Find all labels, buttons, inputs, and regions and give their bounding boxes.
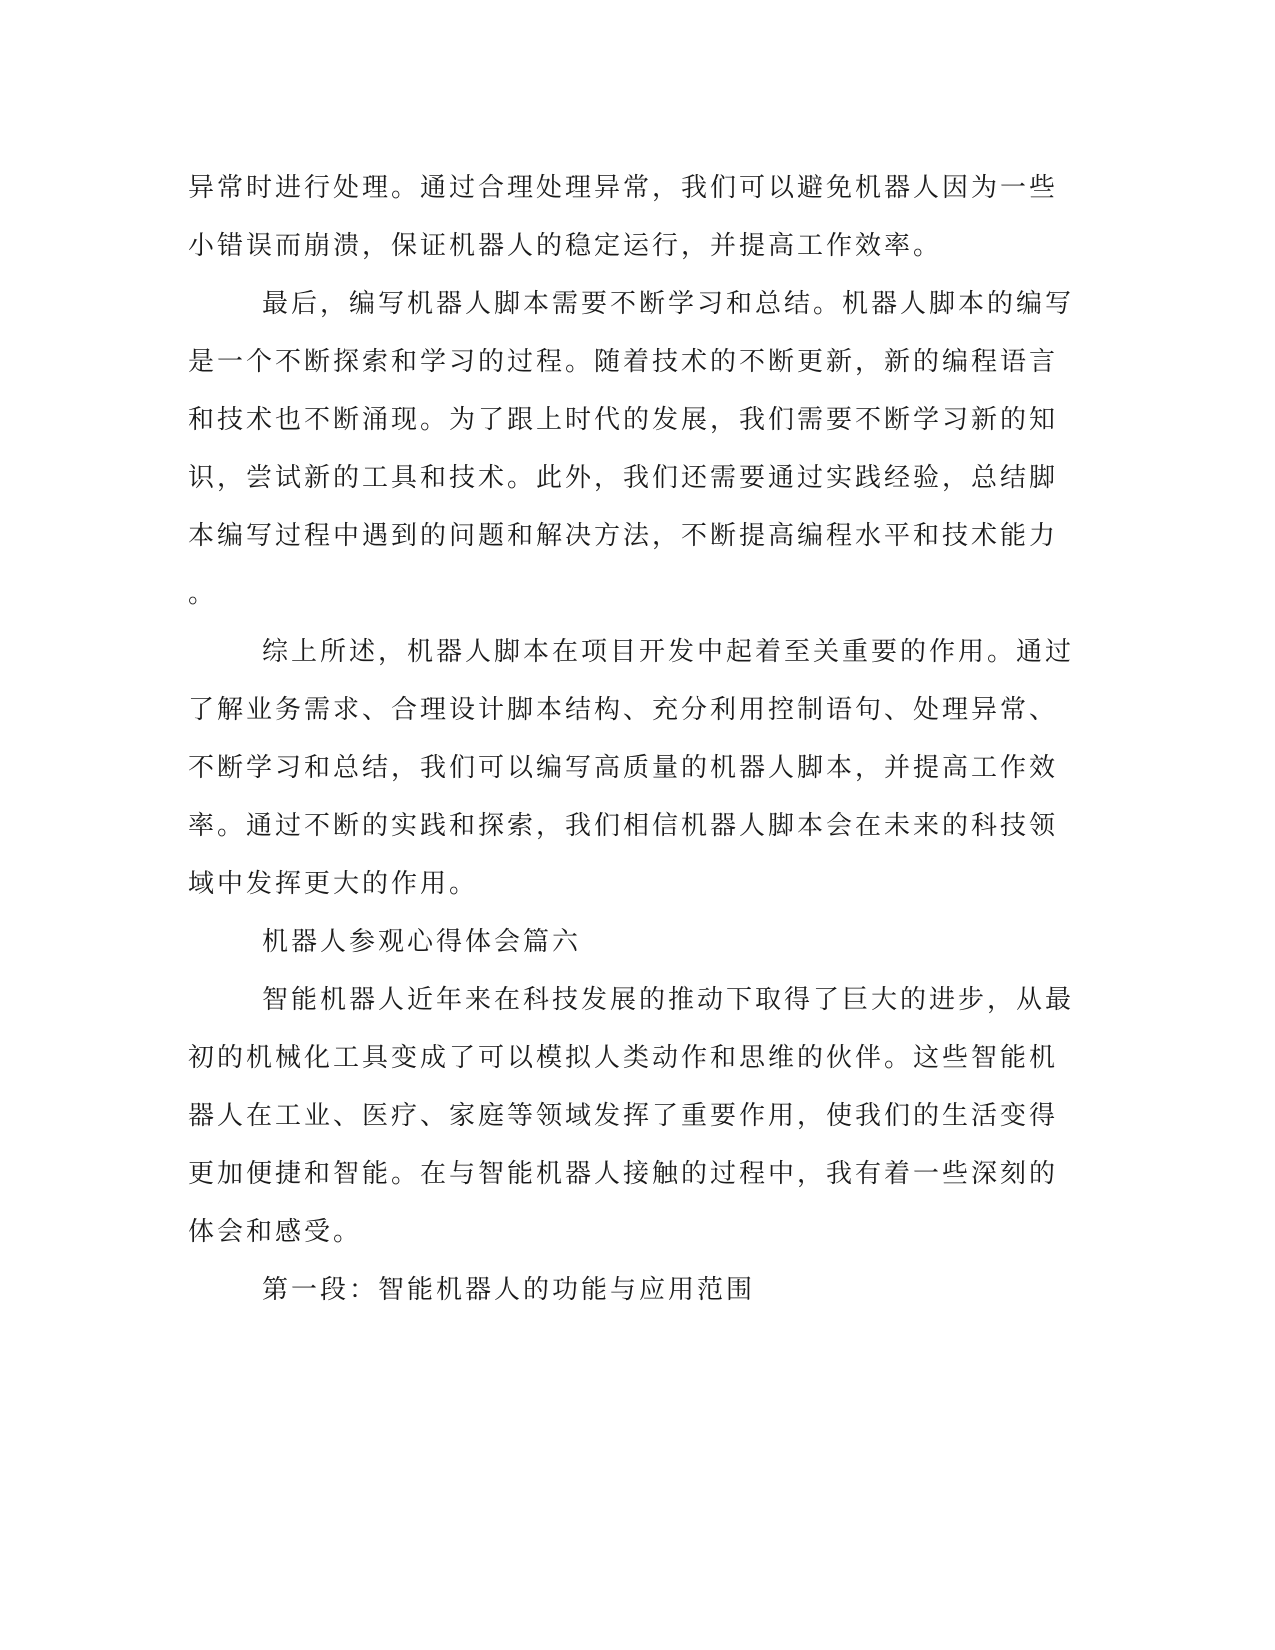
- text-line-6: 识，尝试新的工具和技术。此外，我们还需要通过实践经验，总结脚: [188, 463, 1059, 493]
- text-line-12: 率。通过不断的实践和探索，我们相信机器人脚本会在未来的科技领: [188, 811, 1059, 841]
- text-line-2: 小错误而崩溃，保证机器人的稳定运行，并提高工作效率。: [188, 231, 943, 261]
- text-line-19: 体会和感受。: [188, 1217, 363, 1247]
- text-line-8: 。: [188, 579, 218, 609]
- text-line-7: 本编写过程中遇到的问题和解决方法，不断提高编程水平和技术能力: [188, 521, 1059, 551]
- text-line-3: 最后，编写机器人脚本需要不断学习和总结。机器人脚本的编写: [262, 289, 1075, 319]
- text-line-9: 综上所述，机器人脚本在项目开发中起着至关重要的作用。通过: [262, 637, 1075, 667]
- text-line-10: 了解业务需求、合理设计脚本结构、充分利用控制语句、处理异常、: [188, 695, 1059, 725]
- text-line-17: 器人在工业、医疗、家庭等领域发挥了重要作用，使我们的生活变得: [188, 1101, 1059, 1131]
- subsection-heading: 第一段：智能机器人的功能与应用范围: [262, 1275, 756, 1305]
- text-line-16: 初的机械化工具变成了可以模拟人类动作和思维的伙伴。这些智能机: [188, 1043, 1059, 1073]
- text-line-13: 域中发挥更大的作用。: [188, 869, 479, 899]
- text-line-18: 更加便捷和智能。在与智能机器人接触的过程中，我有着一些深刻的: [188, 1159, 1059, 1189]
- text-line-5: 和技术也不断涌现。为了跟上时代的发展，我们需要不断学习新的知: [188, 405, 1059, 435]
- section-heading: 机器人参观心得体会篇六: [262, 927, 582, 957]
- text-line-4: 是一个不断探索和学习的过程。随着技术的不断更新，新的编程语言: [188, 347, 1059, 377]
- text-line-15: 智能机器人近年来在科技发展的推动下取得了巨大的进步，从最: [262, 985, 1075, 1015]
- text-line-11: 不断学习和总结，我们可以编写高质量的机器人脚本，并提高工作效: [188, 753, 1059, 783]
- text-line-1: 异常时进行处理。通过合理处理异常，我们可以避免机器人因为一些: [188, 173, 1059, 203]
